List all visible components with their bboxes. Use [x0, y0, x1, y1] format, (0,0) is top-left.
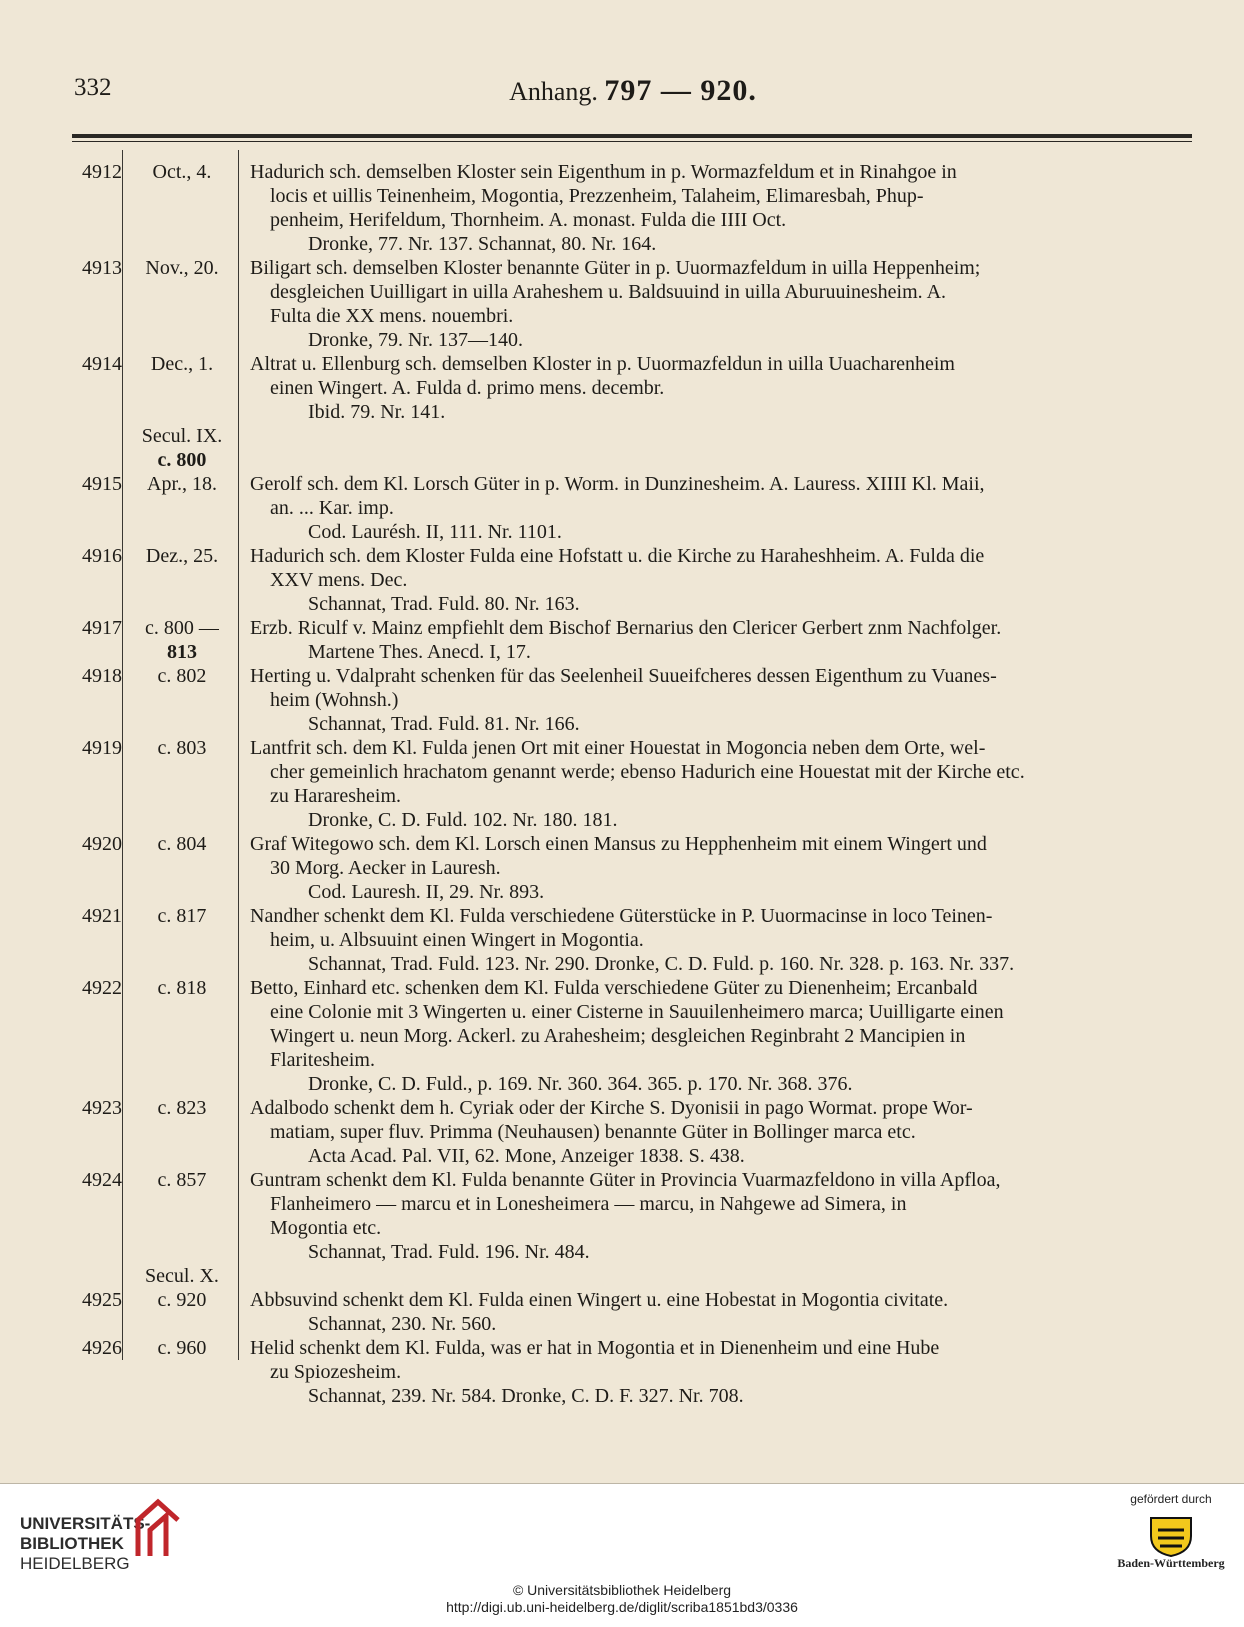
entry-source: Dronke, 77. Nr. 137. Schannat, 80. Nr. 164. — [308, 233, 657, 255]
entry-text-line: zu Hararesheim. — [270, 785, 402, 807]
entry-date-line: c. 857 — [157, 1169, 207, 1191]
header-rule-thin — [72, 141, 1192, 142]
source-url[interactable]: http://digi.ub.uni-heidelberg.de/diglit/scriba1851bd3/0336 — [446, 1599, 798, 1615]
library-line-2: BIBLIOTHEK — [20, 1534, 124, 1553]
entry-number: 4924 — [82, 1169, 122, 1191]
entry-text — [250, 1168, 1192, 1264]
entry-source: Schannat, Trad. Fuld. 196. Nr. 484. — [308, 1241, 590, 1263]
entry-date-line: Dez., 25. — [145, 545, 219, 567]
entry-row — [72, 1288, 1194, 1336]
entry-text-line: XXV mens. Dec. — [270, 569, 408, 591]
entry-text — [250, 1096, 1192, 1168]
century-label: Secul. X. — [145, 1265, 219, 1287]
entry-date-line: c. 920 — [157, 1289, 207, 1311]
entry-text — [250, 1336, 1192, 1408]
copyright-text: © Universitätsbibliothek Heidelberg — [512, 1582, 732, 1598]
entry-date — [127, 256, 237, 280]
entry-date-line: Dec., 1. — [150, 353, 214, 375]
entry-text — [250, 544, 1192, 616]
footer-credits — [0, 1582, 1244, 1616]
entry-date — [127, 736, 237, 760]
title-word: Anhang. — [509, 77, 598, 106]
entry-date — [127, 904, 237, 928]
entry-text-line: Adalbodo schenkt dem h. Cyriak oder der Kirche S. Dyonisii in pago Wormat. prope Wor- — [250, 1097, 973, 1119]
entry-text-line: Guntram schenkt dem Kl. Fulda benannte Güter in Provincia Vuarmazfeldono in villa Apfloa, — [250, 1169, 1001, 1191]
entry-text — [250, 1288, 1192, 1336]
entry-text — [250, 976, 1192, 1096]
entry-text-line: Mogontia etc. — [270, 1217, 382, 1239]
entry-text-line: Flaritesheim. — [270, 1049, 375, 1071]
entry-text-line: Lantfrit sch. dem Kl. Fulda jenen Ort mit einer Houestat in Mogoncia neben dem Orte, wel- — [250, 737, 986, 759]
entry-date-line: c. 800 — — [145, 617, 219, 639]
entry-text-line: Flanheimero — marcu et in Lonesheimera — marcu, in Nahgewe ad Simera, in — [270, 1193, 907, 1215]
entry-date-line: c. 803 — [157, 737, 207, 759]
entry-text-line: 30 Morg. Aecker in Lauresh. — [270, 857, 501, 879]
entry-text-line: Betto, Einhard etc. schenken dem Kl. Fulda verschiedene Güter zu Dienenheim; Ercanbald — [250, 977, 978, 999]
entry-row — [72, 976, 1194, 1096]
entry-source: Dronke, 79. Nr. 137—140. — [308, 329, 523, 351]
entry-date — [127, 352, 237, 376]
entry-date — [127, 160, 237, 184]
entry-date-line: c. 960 — [157, 1337, 207, 1359]
entry-text-line: eine Colonie mit 3 Wingerten u. einer Cisterne in Sauuilenheimero marca; Uuilligarte einen — [270, 1001, 1004, 1023]
title-range: 797 — 920. — [604, 74, 757, 107]
entry-number: 4921 — [82, 905, 122, 927]
entry-text-line: Fulta die XX mens. nouembri. — [270, 305, 514, 327]
sponsor-block — [1116, 1492, 1226, 1571]
entries-table — [72, 160, 1194, 1408]
entry-date-line-2: 813 — [167, 641, 197, 663]
entry-text-line: zu Spiozesheim. — [270, 1361, 402, 1383]
entry-text-line: Graf Witegowo sch. dem Kl. Lorsch einen Mansus zu Hepphenheim mit einem Wingert und — [250, 833, 987, 855]
entry-text-line: heim, u. Albsuuint einen Wingert in Mogontia. — [270, 929, 644, 951]
entry-date-line: Apr., 18. — [147, 473, 217, 495]
entry-row — [72, 160, 1194, 256]
entry-text — [250, 832, 1192, 904]
entry-date-line: c. 817 — [157, 905, 207, 927]
library-line-3: HEIDELBERG — [20, 1554, 130, 1573]
sponsor-label: gefördert durch — [1130, 1492, 1212, 1506]
entry-text-line: Wingert u. neun Morg. Ackerl. zu Arahesheim; desgleichen Reginbraht 2 Mancipien in — [270, 1025, 966, 1047]
entry-source: Schannat, 239. Nr. 584. Dronke, C. D. F. 327. Nr. 708. — [308, 1385, 744, 1407]
entry-text-line: Nandher schenkt dem Kl. Fulda verschiedene Güterstücke in P. Uuormacinse in loco Teinen- — [250, 905, 993, 927]
entry-row — [72, 904, 1194, 976]
century-heading — [72, 1264, 1194, 1288]
entry-number: 4923 — [82, 1097, 122, 1119]
entry-row — [72, 352, 1194, 424]
entry-text — [250, 256, 1192, 352]
entry-number: 4916 — [82, 545, 122, 567]
entry-text-line: Gerolf sch. dem Kl. Lorsch Güter in p. Worm. in Dunzinesheim. A. Lauress. XIIII Kl. Maii, — [250, 473, 985, 495]
entry-date-line: c. 823 — [157, 1097, 207, 1119]
entry-date-line: c. 818 — [157, 977, 207, 999]
entry-text-line: Hadurich sch. demselben Kloster sein Eigenthum in p. Wormazfeldum et in Rinahgoe in — [250, 161, 957, 183]
entry-row — [72, 256, 1194, 352]
entry-text — [250, 736, 1192, 832]
library-line-1: UNIVERSITÄTS- — [20, 1514, 151, 1533]
entry-source: Schannat, Trad. Fuld. 81. Nr. 166. — [308, 713, 580, 735]
entry-date — [127, 544, 237, 568]
entry-text-line: an. ... Kar. imp. — [270, 497, 394, 519]
entry-source: Dronke, C. D. Fuld. 102. Nr. 180. 181. — [308, 809, 618, 831]
entry-number: 4922 — [82, 977, 122, 999]
entry-number: 4926 — [82, 1337, 122, 1359]
entry-date — [127, 1096, 237, 1120]
entry-source: Cod. Lauresh. II, 29. Nr. 893. — [308, 881, 545, 903]
entry-number: 4917 — [82, 617, 122, 639]
entry-row — [72, 1096, 1194, 1168]
century-date: c. 800 — [157, 449, 207, 471]
entry-number: 4913 — [82, 257, 122, 279]
entry-date — [127, 616, 237, 664]
entry-text — [250, 472, 1192, 544]
entry-text-line: cher gemeinlich hrachatom genannt werde; ebenso Hadurich eine Houestat mit der Kirche etc. — [270, 761, 1025, 783]
entry-row — [72, 1336, 1194, 1408]
entry-text-line: Altrat u. Ellenburg sch. demselben Kloster in p. Uuormazfeldun in uilla Uuacharenheim — [250, 353, 955, 375]
entry-date — [127, 1168, 237, 1192]
entry-text — [250, 904, 1192, 976]
entry-date — [127, 832, 237, 856]
entry-date — [127, 472, 237, 496]
entry-number: 4915 — [82, 473, 122, 495]
entry-date — [127, 1288, 237, 1312]
entry-row — [72, 664, 1194, 736]
header-rule-thick — [72, 134, 1192, 138]
entry-text-line: matiam, super fluv. Primma (Neuhausen) benannte Güter in Bollinger marca etc. — [270, 1121, 916, 1143]
entry-source: Martene Thes. Anecd. I, 17. — [308, 641, 531, 663]
entry-source: Schannat, 230. Nr. 560. — [308, 1313, 497, 1335]
page-number: 332 — [74, 74, 112, 101]
entry-source: Acta Acad. Pal. VII, 62. Mone, Anzeiger 1838. S. 438. — [308, 1145, 745, 1167]
entry-number: 4918 — [82, 665, 122, 687]
entry-text-line: Herting u. Vdalpraht schenken für das Seelenheil Suueifcheres dessen Eigenthum zu Vuanes- — [250, 665, 997, 687]
entry-row — [72, 616, 1194, 664]
entry-date-line: c. 802 — [157, 665, 207, 687]
entry-text-line: Biligart sch. demselben Kloster benannte Güter in p. Uuormazfeldum in uilla Heppenheim; — [250, 257, 981, 279]
entry-text — [250, 616, 1192, 664]
entry-text-line: desgleichen Uuilligart in uilla Araheshem u. Baldsuuind in uilla Aburuuinesheim. A. — [270, 281, 947, 303]
digitization-footer — [0, 1484, 1244, 1627]
entry-number: 4919 — [82, 737, 122, 759]
entry-text-line: penheim, Herifeldum, Thornheim. A. monast. Fulda die IIII Oct. — [270, 209, 787, 231]
century-heading — [72, 424, 1194, 472]
entry-text-line: Abbsuvind schenkt dem Kl. Fulda einen Wingert u. eine Hobestat in Mogontia civitate. — [250, 1289, 949, 1311]
entry-row — [72, 1168, 1194, 1264]
entry-source: Dronke, C. D. Fuld., p. 169. Nr. 360. 364. 365. p. 170. Nr. 368. 376. — [308, 1073, 853, 1095]
entry-row — [72, 832, 1194, 904]
entry-text — [250, 160, 1192, 256]
entry-number: 4914 — [82, 353, 122, 375]
entry-text-line: Hadurich sch. dem Kloster Fulda eine Hofstatt u. die Kirche zu Haraheshheim. A. Fulda die — [250, 545, 985, 567]
entry-date — [127, 664, 237, 688]
entry-row — [72, 736, 1194, 832]
entry-text-line: einen Wingert. A. Fulda d. primo mens. decembr. — [270, 377, 665, 399]
sponsor-name: Baden-Württemberg — [1117, 1556, 1225, 1570]
page-title — [74, 74, 1192, 108]
entry-row — [72, 544, 1194, 616]
entry-text-line: Helid schenkt dem Kl. Fulda, was er hat in Mogontia et in Dienenheim und eine Hube — [250, 1337, 940, 1359]
entry-source: Schannat, Trad. Fuld. 123. Nr. 290. Dronke, C. D. Fuld. p. 160. Nr. 328. p. 163. Nr. 337. — [308, 953, 1015, 975]
entry-text-line: locis et uillis Teinenheim, Mogontia, Prezzenheim, Talaheim, Elimaresbah, Phup- — [270, 185, 924, 207]
entry-date — [127, 976, 237, 1000]
entry-number: 4920 — [82, 833, 122, 855]
entry-number: 4925 — [82, 1289, 122, 1311]
page-header — [74, 74, 1192, 114]
entry-number: 4912 — [82, 161, 122, 183]
entry-source: Schannat, Trad. Fuld. 80. Nr. 163. — [308, 593, 580, 615]
entry-text-line: heim (Wohnsh.) — [270, 689, 399, 711]
entry-date — [127, 1336, 237, 1360]
entry-date-line: Oct., 4. — [152, 161, 212, 183]
entry-text — [250, 664, 1192, 736]
century-label: Secul. IX. — [141, 425, 223, 447]
entry-source: Cod. Laurésh. II, 111. Nr. 1101. — [308, 521, 562, 543]
state-coat-of-arms-icon — [1146, 1514, 1196, 1558]
entry-date-line: Nov., 20. — [145, 257, 219, 279]
entry-source: Ibid. 79. Nr. 141. — [308, 401, 446, 423]
entry-text-line: Erzb. Riculf v. Mainz empfiehlt dem Bischof Bernarius den Clericer Gerbert znm Nachfolger. — [250, 617, 1002, 639]
entry-text — [250, 352, 1192, 424]
library-logo-icon — [128, 1496, 188, 1562]
entry-row — [72, 472, 1194, 544]
entry-date-line: c. 804 — [157, 833, 207, 855]
